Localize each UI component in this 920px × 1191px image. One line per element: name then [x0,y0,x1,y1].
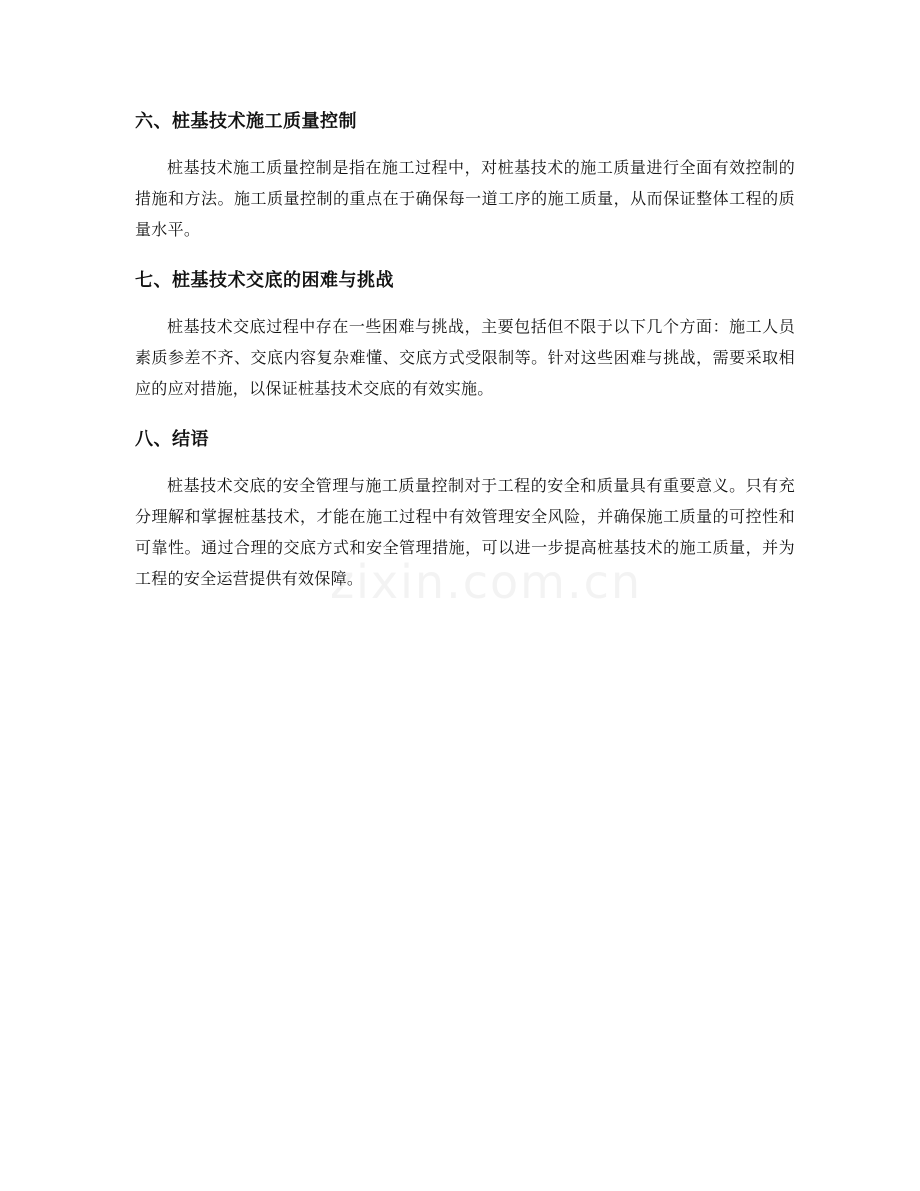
section-heading: 八、结语 [135,429,209,450]
section-heading: 七、桩基技术交底的困难与挑战 [135,270,394,291]
section-6 [135,104,795,245]
document-content [135,104,795,612]
section-paragraph: 桩基技术交底的安全管理与施工质量控制对于工程的安全和质量具有重要意义。只有充分理解和掌握桩基技术，才能在施工过程中有效管理安全风险，并确保施工质量的可控性和可靠性。通过合理的交底方式和安全管理措施，可以进一步提高桩基技术的施工质量，并为工程的安全运营提供有效保障。 [135,476,795,588]
section-paragraph: 桩基技术施工质量控制是指在施工过程中，对桩基技术的施工质量进行全面有效控制的措施和方法。施工质量控制的重点在于确保每一道工序的施工质量，从而保证整体工程的质量水平。 [135,158,795,239]
section-8 [135,422,795,594]
watermark: zixin.com.cn [330,555,643,609]
section-paragraph: 桩基技术交底过程中存在一些困难与挑战，主要包括但不限于以下几个方面：施工人员素质参差不齐、交底内容复杂难懂、交底方式受限制等。针对这些困难与挑战，需要采取相应的应对措施，以保证桩基技术交底的有效实施。 [135,317,795,398]
section-7 [135,263,795,404]
section-heading: 六、桩基技术施工质量控制 [135,111,357,132]
